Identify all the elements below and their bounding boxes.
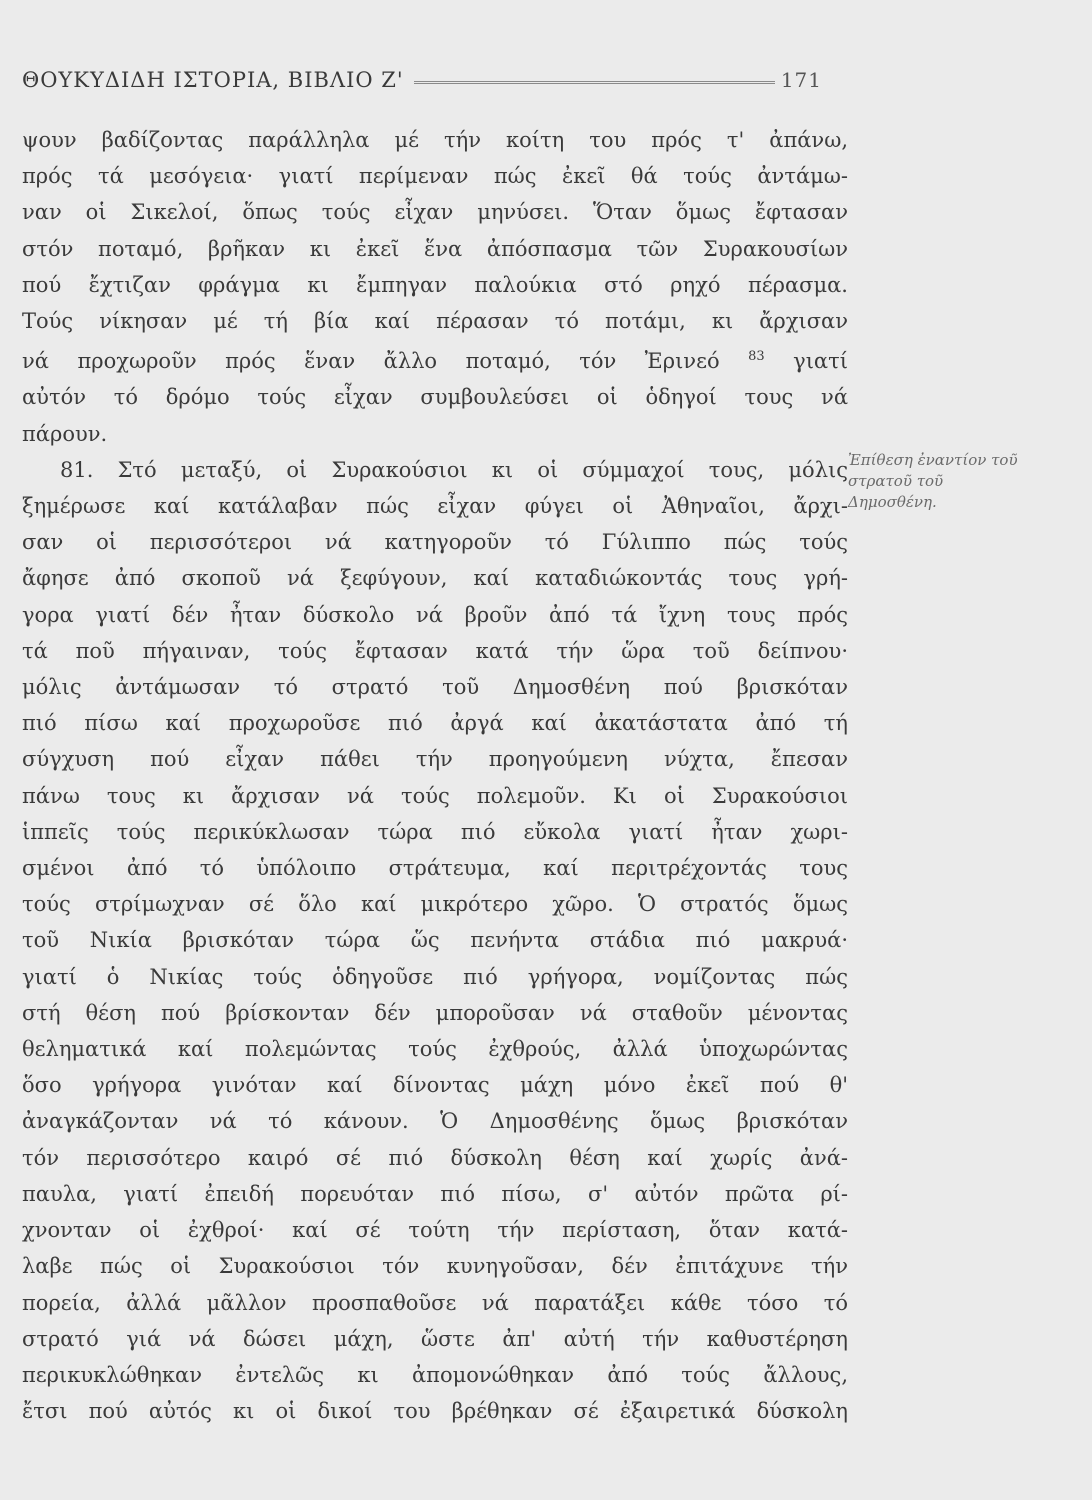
text-line: μόλις ἀντάμωσαν τό στρατό τοῦ Δημοσθένη πού βρισκόταν: [22, 675, 848, 700]
section-81-start: 81. Στό μεταξύ, οἱ Συρακούσιοι κι οἱ σύμμαχοί τους, μόλις: [60, 457, 848, 482]
text-line: πάνω τους κι ἄρχισαν νά τούς πολεμοῦν. Κι οἱ Συρακούσιοι: [22, 783, 848, 808]
text-line: αὐτόν τό δρόμο τούς εἶχαν συμβουλεύσει οἱ ὁδηγοί τους νά: [22, 385, 848, 410]
text-line: ὅσο γρήγορα γινόταν καί δίνοντας μάχη μόνο ἐκεῖ πού θ': [22, 1073, 848, 1098]
header-rule: [414, 81, 775, 84]
text-line: πάρουν.: [22, 421, 108, 446]
text-line-with-footnote: [22, 339, 848, 379]
margin-note: Ἐπίθεση ἐναντίον τοῦ στρατοῦ τοῦ Δημοσθένη.: [848, 451, 1018, 511]
text-line: στόν ποταμό, βρῆκαν κι ἐκεῖ ἕνα ἀπόσπασμα τῶν Συρακουσίων: [22, 236, 848, 261]
text-line: πιό πίσω καί προχωροῦσε πιό ἀργά καί ἀκατάστατα ἀπό τή: [22, 711, 848, 736]
text-line: περικυκλώθηκαν ἐντελῶς κι ἀπομονώθηκαν ἀπό τούς ἄλλους,: [22, 1362, 848, 1387]
page-number: 171: [780, 68, 822, 92]
text-line-tail: γιατί: [793, 349, 848, 374]
text-line: πού ἔχτιζαν φράγμα κι ἔμπηγαν παλούκια στό ρηχό πέρασμα.: [22, 272, 848, 297]
text-line: ἄφησε ἀπό σκοποῦ νά ξεφύγουν, καί καταδιώκοντάς τους γρή-: [22, 566, 848, 591]
text-line: τοῦ Νικία βρισκόταν τώρα ὥς πενήντα στάδια πιό μακρυά·: [22, 928, 848, 953]
text-line: θεληματικά καί πολεμώντας τούς ἐχθρούς, ἀλλά ὑποχωρώντας: [22, 1037, 848, 1062]
text-line: πρός τά μεσόγεια· γιατί περίμεναν πώς ἐκεῖ θά τούς ἀντάμω-: [22, 164, 848, 189]
text-line: σαν οἱ περισσότεροι νά κατηγοροῦν τό Γύλιππο πώς τούς: [22, 530, 848, 555]
text-line: στρατό γιά νά δώσει μάχη, ὥστε ἀπ' αὐτή τήν καθυστέρηση: [22, 1326, 848, 1351]
text-line: Τούς νίκησαν μέ τή βία καί πέρασαν τό ποτάμι, κι ἄρχισαν: [22, 309, 848, 334]
text-line: γορα γιατί δέν ἦταν δύσκολο νά βροῦν ἀπό τά ἴχνη τους πρός: [22, 602, 848, 627]
body-text: [22, 122, 848, 1429]
text-line: τούς στρίμωχναν σέ ὅλο καί μικρότερο χῶρο. Ὁ στρατός ὅμως: [22, 892, 848, 917]
text-line: νά προχωροῦν πρός ἕναν ἄλλο ποταμό, τόν Ἐρινεό: [22, 349, 720, 374]
text-line: ἱππεῖς τούς περικύκλωσαν τώρα πιό εὔκολα γιατί ἦταν χωρι-: [22, 819, 848, 844]
text-line: ξημέρωσε καί κατάλαβαν πώς εἶχαν φύγει οἱ Ἀθηναῖοι, ἄρχι-: [22, 494, 848, 519]
text-line: λαβε πώς οἱ Συρακούσιοι τόν κυνηγοῦσαν, δέν ἐπιτάχυνε τήν: [22, 1254, 848, 1279]
text-line: σμένοι ἀπό τό ὑπόλοιπο στράτευμα, καί περιτρέχοντάς τους: [22, 856, 848, 881]
text-line: σύγχυση πού εἶχαν πάθει τήν προηγούμενη νύχτα, ἔπεσαν: [22, 747, 848, 772]
text-line: ἀναγκάζονταν νά τό κάνουν. Ὁ Δημοσθένης ὅμως βρισκόταν: [22, 1109, 848, 1134]
text-line: τόν περισσότερο καιρό σέ πιό δύσκολη θέση καί χωρίς ἀνά-: [22, 1145, 848, 1170]
text-line: ναν οἱ Σικελοί, ὅπως τούς εἶχαν μηνύσει. Ὅταν ὅμως ἔφτασαν: [22, 200, 848, 225]
running-head: [22, 68, 822, 92]
running-title: ΘΟΥΚΥΔΙΔΗ ΙΣΤΟΡΙΑ, ΒΙΒΛΙΟ Ζ': [22, 68, 404, 92]
text-line: ψουν βαδίζοντας παράλληλα μέ τήν κοίτη του πρός τ' ἀπάνω,: [22, 128, 848, 152]
text-line: ἔτσι πού αὐτός κι οἱ δικοί του βρέθηκαν σέ ἐξαιρετικά δύσκολη: [22, 1399, 848, 1424]
text-line: γιατί ὁ Νικίας τούς ὁδηγοῦσε πιό γρήγορα, νομίζοντας πώς: [22, 964, 848, 989]
footnote-marker: 83: [748, 349, 765, 365]
text-line: χνονταν οἱ ἐχθροί· καί σέ τούτη τήν περίσταση, ὅταν κατά-: [22, 1218, 848, 1243]
text-line: στή θέση πού βρίσκονταν δέν μποροῦσαν νά σταθοῦν μένοντας: [22, 1000, 848, 1025]
text-line: τά ποῦ πήγαιναν, τούς ἔφτασαν κατά τήν ὥρα τοῦ δείπνου·: [22, 638, 848, 663]
text-line: παυλα, γιατί ἐπειδή πορευόταν πιό πίσω, σ' αὐτόν πρῶτα ρί-: [22, 1181, 848, 1206]
text-line: πορεία, ἀλλά μᾶλλον προσπαθοῦσε νά παρατάξει κάθε τόσο τό: [22, 1290, 848, 1315]
